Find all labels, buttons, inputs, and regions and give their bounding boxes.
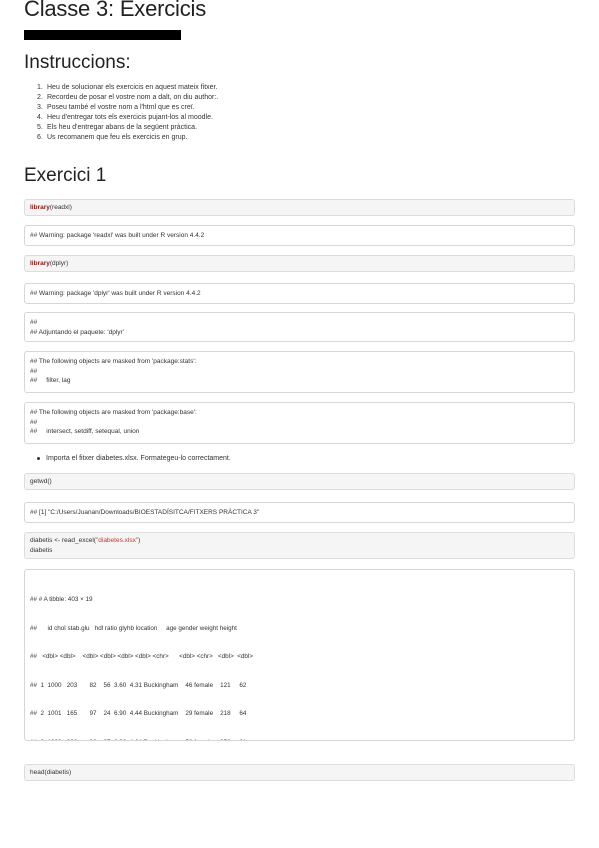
tibble-line: ## id chol stab.glu hdl ratio glyhb location age gender weight height	[30, 624, 237, 632]
code-chunk-read-excel: diabetis <- read_excel("diabetes.xlsx") diabetis	[24, 532, 575, 559]
output-attach-message: ## ## Adjuntando el paquete: 'dplyr'	[24, 312, 575, 342]
output-readxl-warning: ## Warning: package 'readxl' was built under R version 4.4.2	[24, 225, 575, 246]
import-instruction: Importa el fitxer diabetes.xlsx. Formategeu-lo correctament.	[37, 455, 231, 462]
tibble-line: ## <dbl> <dbl> <dbl> <dbl> <dbl> <dbl> <chr> <dbl> <chr> <dbl> <dbl>	[30, 653, 254, 660]
output-masked-base: ## The following objects are masked from 'package:base': ## ## intersect, setdiff, setequal, union	[24, 402, 575, 444]
list-item: 1. Heu de solucionar els exercicis en aquest mateix fitxer.	[37, 84, 218, 91]
tibble-line: ## # A tibble: 403 × 19	[30, 596, 93, 603]
instructions-list	[37, 83, 218, 143]
list-item: 2. Recordeu de posar el vostre nom a dalt, on diu author:.	[37, 94, 219, 101]
code-chunk-library-dplyr: library(dplyr)	[24, 255, 575, 272]
output-getwd: ## [1] "C:/Users/Juanan/Downloads/BIOESTADÍSITCA/FITXERS PRÀCTICA 3"	[24, 502, 575, 523]
output-dplyr-warning: ## Warning: package 'dplyr' was built under R version 4.4.2	[24, 283, 575, 304]
output-masked-stats: ## The following objects are masked from 'package:stats': ## ## filter, lag	[24, 351, 575, 393]
exercise1-heading: Exercici 1	[24, 165, 107, 186]
code-chunk-library-readxl: library(readxl)	[24, 199, 575, 216]
output-tibble	[24, 569, 575, 741]
list-item: 5. Els heu d'entregar abans de la següent pràctica.	[37, 124, 197, 131]
list-item: 3. Poseu també el vostre nom a l'html que es creï.	[37, 104, 195, 111]
page-title: Classe 3: Exercicis	[24, 0, 207, 21]
tibble-line	[30, 738, 569, 742]
code-chunk-head: head(diabetis)	[24, 764, 575, 781]
tibble-line: ## 2 1001 165 97 24 6.90 4.44 Buckingham 29 female 218 64	[30, 710, 247, 717]
list-item: 4. Heu d'entregar tots els exercicis pujant-los al moodle.	[37, 114, 213, 121]
bullet-icon	[37, 457, 40, 460]
redacted-author-bar	[24, 30, 181, 40]
instructions-heading: Instruccions:	[24, 52, 131, 73]
tibble-line: ## 1 1000 203 82 56 3.60 4.31 Buckingham 46 female 121 62	[30, 681, 247, 689]
list-item: 6. Us recomanem que feu els exercicis en grup.	[37, 134, 188, 141]
code-chunk-getwd: getwd()	[24, 473, 575, 490]
